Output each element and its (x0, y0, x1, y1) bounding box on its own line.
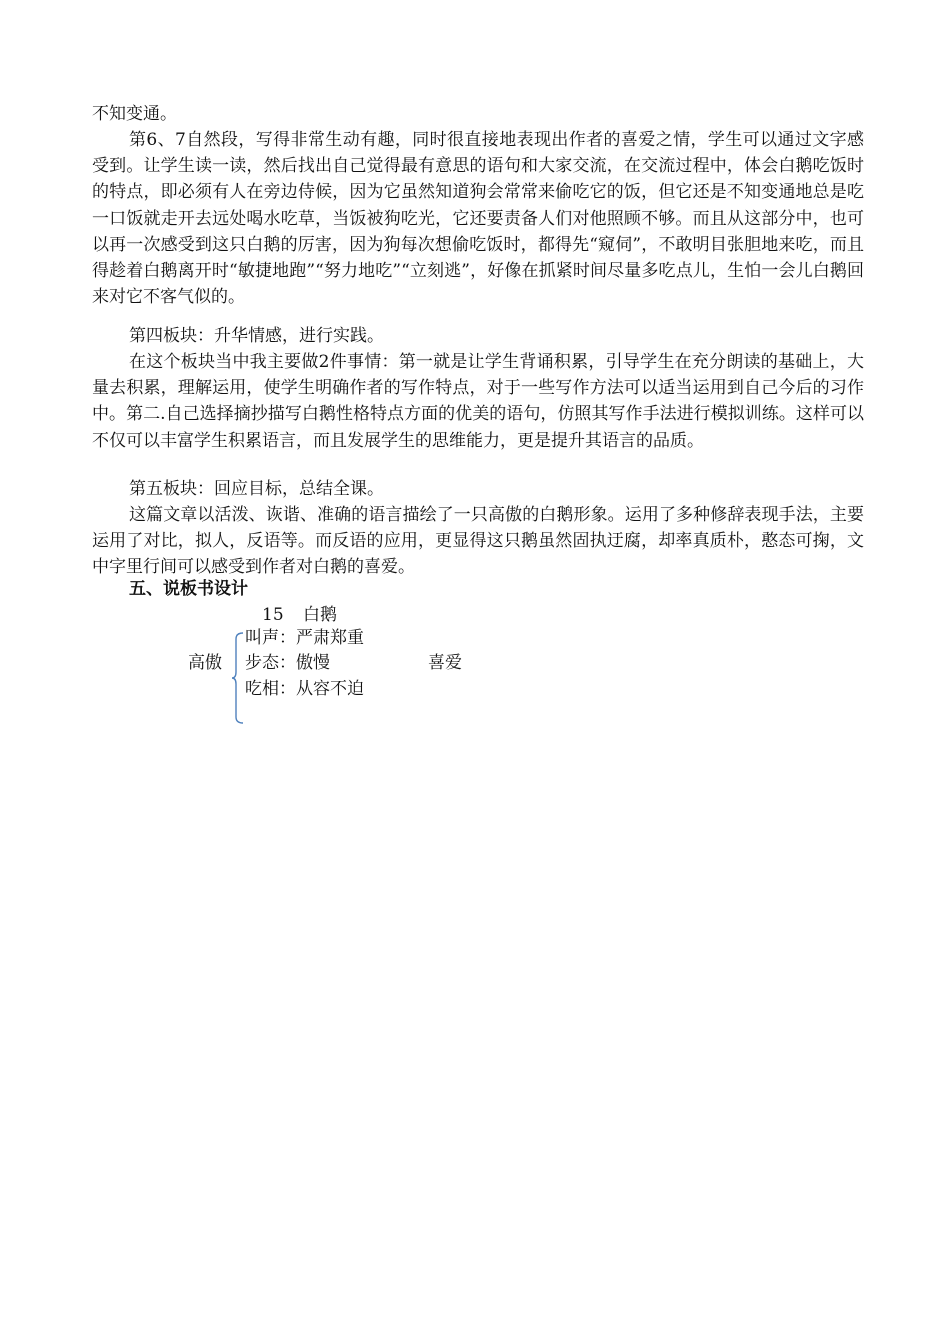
paragraph-continuation: 不知变通。 (92, 104, 177, 124)
board-right-label: 喜爱 (428, 653, 462, 673)
board-item-gait: 步态：傲慢 (245, 653, 330, 673)
board-lesson-title: 白鹅 (303, 605, 337, 625)
board-lesson-number: 15 (262, 605, 284, 625)
board-left-label: 高傲 (188, 653, 222, 673)
paragraph-block-four-body: 在这个板块当中我主要做2件事情：第一就是让学生背诵积累，引导学生在充分朗读的基础上，大量去积累，理解运用，使学生明确作者的写作特点，对于一些写作方法可以适当运用到自己今后的习作中。第二.自己选择摘抄描写白鹅性格特点方面的优美的语句，仿照其写作手法进行模拟训练。这样可以不仅可以丰富学生积累语言，而且发展学生的思维能力，更是提升其语言的品质。 (92, 352, 864, 451)
section-heading-board-design: 五、说板书设计 (129, 579, 248, 599)
paragraph-block-five-title: 第五板块：回应目标，总结全课。 (129, 479, 384, 499)
paragraph-summary: 这篇文章以活泼、诙谐、准确的语言描绘了一只高傲的白鹅形象。运用了多种修辞表现手法，主要运用了对比，拟人，反语等。而反语的应用，更显得这只鹅虽然固执迂腐，却率真质朴，憨态可掬，文中字里行间可以感受到作者对白鹅的喜爱。 (92, 505, 864, 578)
board-item-eating: 吃相：从容不迫 (245, 679, 364, 699)
board-item-call: 叫声：严肃郑重 (245, 628, 364, 648)
paragraph-sections-6-7: 第6、7自然段，写得非常生动有趣，同时很直接地表现出作者的喜爱之情，学生可以通过文字感受到。让学生读一读，然后找出自己觉得最有意思的语句和大家交流，在交流过程中，体会白鹅吃饭时的特点，即必须有人在旁边侍候，因为它虽然知道狗会常常来偷吃它的饭，但它还是不知变通地总是吃一口饭就走开去远处喝水吃草，当饭被狗吃光，它还要责备人们对他照顾不够。而且从这部分中，也可以再一次感受到这只白鹅的厉害，因为狗每次想偷吃饭时，都得先“窥伺”，不敢明目张胆地来吃，而且得趁着白鹅离开时“敏捷地跑”“努力地吃”“立刻逃”，好像在抓紧时间尽量多吃点儿，生怕一会儿白鹅回来对它不客气似的。 (92, 130, 864, 308)
paragraph-block-four-title: 第四板块：升华情感，进行实践。 (129, 326, 384, 346)
